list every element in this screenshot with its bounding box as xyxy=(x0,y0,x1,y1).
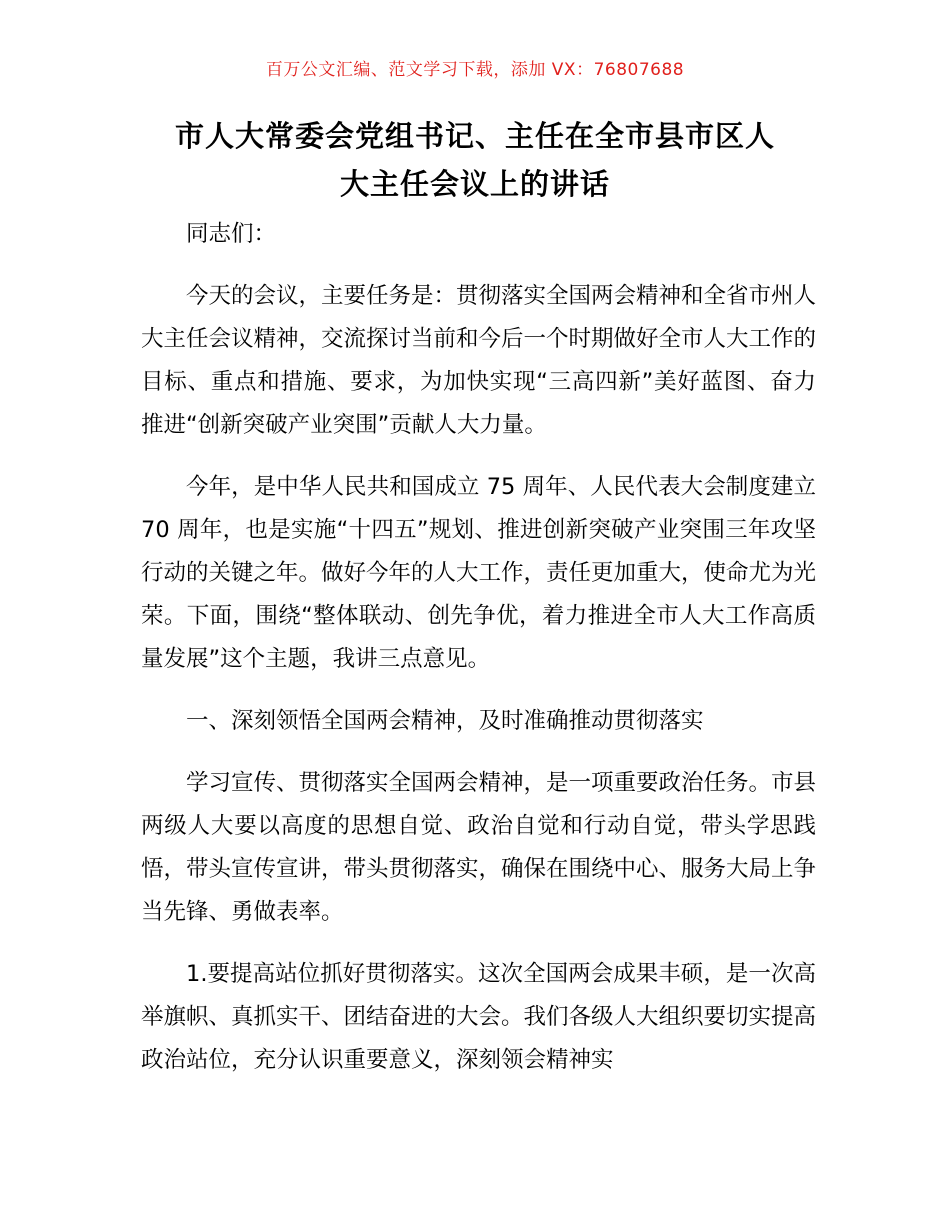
promo-header-banner: 百万公文汇编、范文学习下载，添加 VX：76807688 xyxy=(265,60,685,80)
document-title xyxy=(120,112,830,208)
document-title-line-2: 大主任会议上的讲话 xyxy=(339,167,610,201)
paragraph-context: 今年，是中华人民共和国成立 75 周年、人民代表大会制度建立 70 周年，也是实施“十四五”规划、推进创新突破产业突围三年攻坚行动的关键之年。做好今年的人大工作，责任更加重大，使命尤为光荣。下面，围绕“整体联动、创先争优，着力推进全市人大工作高质量发展”这个主题，我讲三点意见。 xyxy=(141,474,817,672)
paragraph-section-1: 学习宣传、贯彻落实全国两会精神，是一项重要政治任务。市县两级人大要以高度的思想自觉、政治自觉和行动自觉，带头学思践悟，带头宣传宣讲，带头贯彻落实，确保在围绕中心、服务大局上争当先锋、勇做表率。 xyxy=(141,770,817,925)
section-heading-1: 一、深刻领悟全国两会精神，及时准确推动贯彻落实 xyxy=(186,708,704,734)
paragraph-intro: 今天的会议，主要任务是：贯彻落实全国两会精神和全省市州人大主任会议精神，交流探讨当前和今后一个时期做好全市人大工作的目标、重点和措施、要求，为加快实现“三高四新”美好蓝图、奋力推进“创新突破产业突围”贡献人大力量。 xyxy=(141,283,817,438)
document-body xyxy=(141,213,816,1101)
paragraph-point-1: 1.要提高站位抓好贯彻落实。这次全国两会成果丰硕，是一次高举旗帜、真抓实干、团结奋进的大会。我们各级人大组织要切实提高政治站位，充分认识重要意义，深刻领会精神实 xyxy=(141,961,817,1073)
greeting: 同志们： xyxy=(186,221,277,247)
document-title-line-1: 市人大常委会党组书记、主任在全市县市区人 xyxy=(174,119,775,153)
